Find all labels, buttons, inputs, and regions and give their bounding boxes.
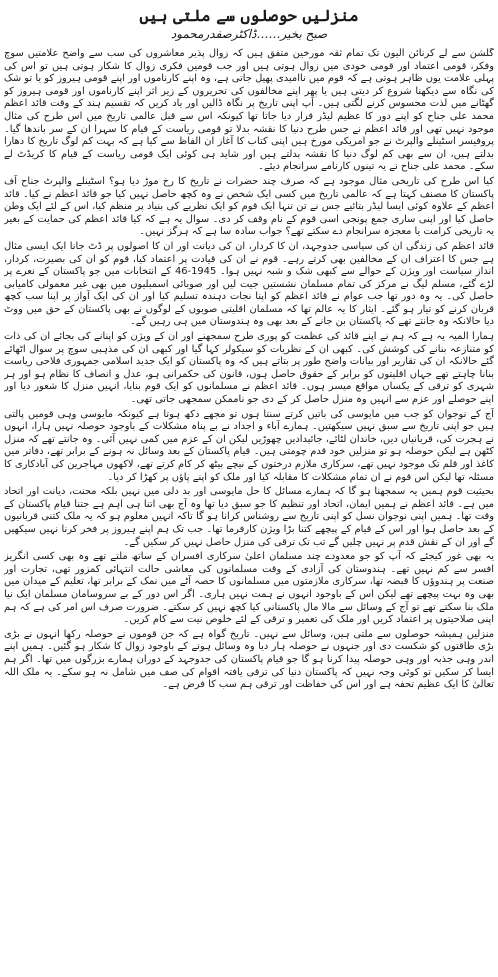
article-paragraph: یہ بھی غور کیجئے کہ آپ کو جو معدودے چند مسلمان اعلیٰ سرکاری افسران کے ساتھ ملتے تھے وہ بھی کسی انگریز افسر سے کم نہیں تھے۔ ہندوستان کی آزادی کے وقت مسلمانوں کی معاشی حالت انتہائی کمزور تھی، تجارت اور صنعت پر ہندوؤں کا قبضہ تھا، سرکاری ملازمتوں میں مسلمانوں کا حصہ آٹے میں نمک کے برابر تھا، تعلیم کے میدان میں بھی وہ بہت پیچھے تھے لیکن اس کے باوجود انہوں نے ہمت نہیں ہاری۔ اگر اس دور کے بے سروسامان مسلمان ایک نیا ملک بنا سکتے تھے تو آج کے وسائل سے مالا مال پاکستانی کیا کچھ نہیں کر سکتے۔ ضرورت صرف اس امر کی ہے کہ ہم اپنی صلاحیتوں پر اعتماد کریں اور ملک کی تعمیر و ترقی کے لئے خلوص نیت سے کام کریں۔ xyxy=(4,551,494,626)
article-paragraph: کیا اس طرح کی تاریخی مثال موجود ہے کہ صرف چند حضرات نے تاریخ کا رخ موڑ دیا ہو؟ اسٹینلے والپرٹ جناح آف پاکستان کا مصنف کہتا ہے کہ عالمی تاریخ میں کسی ایک شخص نے وہ کچھ حاصل نہیں کیا جو قائد اعظم نے کیا۔ قائد اعظم کے علاوہ کوئی ایسا لیڈر بتائیے جس نے تن تنہا ایک قوم کو ایک نظریے کی بنیاد پر منظم کیا، اس کے لئے ایک وطن حاصل کیا اور اپنی ساری جمع پونجی اسی قوم کے نام وقف کر دی۔ سوال یہ ہے کہ کیا قائد اعظم کی حمایت کے بغیر یہ تاریخی کرامت یا معجزہ سرانجام دے سکتے تھے؟ جواب سادہ سا ہے کہ ہرگز نہیں۔ xyxy=(4,175,494,238)
article-paragraph: آج کے نوجوان کو جب میں مایوسی کی باتیں کرتے سنتا ہوں تو مجھے دکھ ہوتا ہے کیونکہ مایوسی وہی قومیں پالتی ہیں جو اپنی تاریخ سے سبق نہیں سیکھتیں۔ ہمارے آباء و اجداد نے بے پناہ مشکلات کے باوجود حوصلہ نہیں ہارا، انہوں نے ہجرت کی، قربانیاں دیں، خاندان لٹائے، جائیدادیں چھوڑیں لیکن ان کے عزم میں کمی نہیں آئی۔ وہ جانتے تھے کہ منزل کٹھن ہے لیکن حوصلہ ہو تو منزلیں خود قدم چومتی ہیں۔ قیام پاکستان کے بعد وسائل نہ ہونے کے برابر تھے، دفاتر میں کاغذ اور قلم تک موجود نہیں تھے، سرکاری ملازم درختوں کے نیچے بیٹھ کر کام کرتے تھے، لاکھوں مہاجرین کی آبادکاری کا مسئلہ تھا لیکن اس قوم نے ان تمام مشکلات کا مقابلہ کیا اور ملک کو اپنے پاؤں پر کھڑا کر دیا۔ xyxy=(4,408,494,483)
article-paragraph: ہمارا المیہ یہ ہے کہ ہم نے اپنے قائد کی عظمت کو پوری طرح سمجھنے اور ان کے ویژن کو اپنانے کی بجائے ان کی ذات کو متنازعہ بنانے کی کوشش کی۔ کبھی ان کے نظریات کو سیکولر کہا گیا اور کبھی ان کی مذہبی سوچ پر سوال اٹھائے گئے حالانکہ ان کی تقاریر اور بیانات واضح طور پر بتاتے ہیں کہ وہ پاکستان کو ایک جدید اسلامی جمہوری فلاحی ریاست بنانا چاہتے تھے جہاں اقلیتوں کو برابر کے حقوق حاصل ہوں، قانون کی حکمرانی ہو، عدل و انصاف کا نظام ہو اور ہر شہری کو ترقی کے یکساں مواقع میسر ہوں۔ قائد اعظم نے مسلمانوں کو ایک قوم بنایا، انہیں منزل کا شعور دیا اور اپنے حوصلے اور عزم سے انہیں وہ منزل حاصل کر کے دی جو ناممکن سمجھی جاتی تھی۔ xyxy=(4,331,494,406)
article-paragraph: قائد اعظم کی زندگی ان کی سیاسی جدوجہد، ان کا کردار، ان کی دیانت اور ان کا اصولوں پر ڈٹ جانا ایک ایسی مثال ہے جس کا اعتراف ان کے مخالفین بھی کرتے رہے۔ قوم نے ان کی قیادت پر اعتماد کیا، قوم کو ان کی بصیرت، کردار، انداز سیاست اور ویژن کے حوالے سے کبھی شک و شبہ نہیں ہوا۔ 1945-46 کے انتخابات میں جو پاکستان کے نعرے پر لڑے گئے، مسلم لیگ نے مرکز کی تمام مسلمان نشستیں جیت لیں اور صوبائی اسمبلیوں میں بھی غیر معمولی کامیابی حاصل کی۔ یہ وہ دور تھا جب عوام نے قائد اعظم کو اپنا نجات دہندہ تسلیم کیا اور ان کی ایک آواز پر اپنا سب کچھ قربان کرنے کو تیار ہو گئے۔ ایثار کا یہ عالم تھا کہ مسلمان اقلیتی صوبوں کے لوگوں نے بھی پاکستان کے حق میں ووٹ دیا حالانکہ وہ جانتے تھے کہ پاکستان بن جانے کے بعد بھی وہ ہندوستان میں ہی رہیں گے۔ xyxy=(4,240,494,328)
article-paragraph: منزلیں ہمیشہ حوصلوں سے ملتی ہیں، وسائل سے نہیں۔ تاریخ گواہ ہے کہ جن قوموں نے حوصلہ رکھا انہوں نے بڑی بڑی طاقتوں کو شکست دی اور جنہوں نے حوصلہ ہار دیا وہ وسائل ہونے کے باوجود زوال کا شکار ہو گئیں۔ ہمیں اپنے اندر وہی جذبہ اور وہی حوصلہ پیدا کرنا ہو گا جو قیام پاکستان کی جدوجہد کے دوران ہمارے بزرگوں میں تھا۔ اگر ہم ایسا کر سکیں تو کوئی وجہ نہیں کہ پاکستان دنیا کی ترقی یافتہ اقوام کی صف میں شامل نہ ہو سکے۔ یہ ملک اللہ تعالیٰ کا ایک عظیم تحفہ ہے اور اس کی حفاظت اور ترقی ہم سب کا فرض ہے۔ xyxy=(4,628,494,691)
article-paragraph: بحیثیت قوم ہمیں یہ سمجھنا ہو گا کہ ہمارے مسائل کا حل مایوسی اور بد دلی میں نہیں بلکہ محنت، دیانت اور اتحاد میں ہے۔ قائد اعظم نے ہمیں ایمان، اتحاد اور تنظیم کا جو سبق دیا تھا وہ آج بھی اتنا ہی اہم ہے جتنا قیام پاکستان کے وقت تھا۔ ہمیں اپنی نوجوان نسل کو اپنی تاریخ سے روشناس کرانا ہو گا تاکہ انہیں معلوم ہو کہ یہ ملک کتنی قربانیوں کے بعد حاصل ہوا اور اس کے قیام کے پیچھے کتنا بڑا ویژن کارفرما تھا۔ جب تک ہم اپنے ہیروز پر فخر کرنا نہیں سیکھیں گے اور ان کے نقش قدم پر نہیں چلیں گے تب تک ترقی کی منزل حاصل نہیں کر سکیں گے۔ xyxy=(4,486,494,548)
article-title: منزلیں حوصلوں سے ملتی ہیں xyxy=(139,6,359,25)
article-byline: صبح بخیر……ڈاکٹرصفدرمحمود xyxy=(170,27,328,41)
article-paragraph: گلشن سے لے کرنائن الیون تک تمام ثقہ مورخین متفق ہیں کہ زوال پذیر معاشروں کی سب سے واضح علامتیں سوچ وفکر، قومی اعتماد اور قومی خودی میں زوال ہوتی ہیں اور جب قومیں فکری زوال کا شکار ہوتی ہیں تو اس کی پہلی علامت یوں ظاہر ہوتی ہے کہ قوم میں ناامیدی پھیل جاتی ہے، وہ اپنے کارناموں اور اپنے قومی ہیروز کو یا تو شک کی نگاہ سے دیکھنا شروع کر دیتی ہیں یا پھر اپنے مخالفوں کی تحریروں کے زیر اثر اپنے کارناموں اور قومی ہیروز کو گھٹانے میں لذت محسوس کرنے لگتی ہیں۔ آپ اپنی تاریخ پر نگاہ ڈالیں اور یاد کریں کہ تقسیم ہند کے وقت قائد اعظم محمد علی جناح کو اپنے دور کا عظیم لیڈر قرار دیا جاتا تھا کیونکہ اس سے قبل عالمی تاریخ میں اس طرح کی مثال موجود نہیں تھی اور قائد اعظم نے جس طرح دنیا کا نقشہ بدلا تو قومی ریاست کے قیام کا سہرا ان کے سر باندھا گیا۔ پروفیسر اسٹینلے والپرٹ نے جو امریکی مورخ ہیں اپنی کتاب کا آغاز ان الفاظ سے کیا ہے کہ بہت کم لوگ تاریخ کا دھارا بدلتے ہیں، ان سے بھی کم لوگ دنیا کا نقشہ بدلتے ہیں اور شاید ہی کوئی ایک قومی ریاست کے قیام کا کریڈٹ لے سکے۔ محمد علی جناح نے یہ تینوں کارنامے سرانجام دیئے۔ xyxy=(4,48,494,173)
article-body xyxy=(4,48,494,976)
